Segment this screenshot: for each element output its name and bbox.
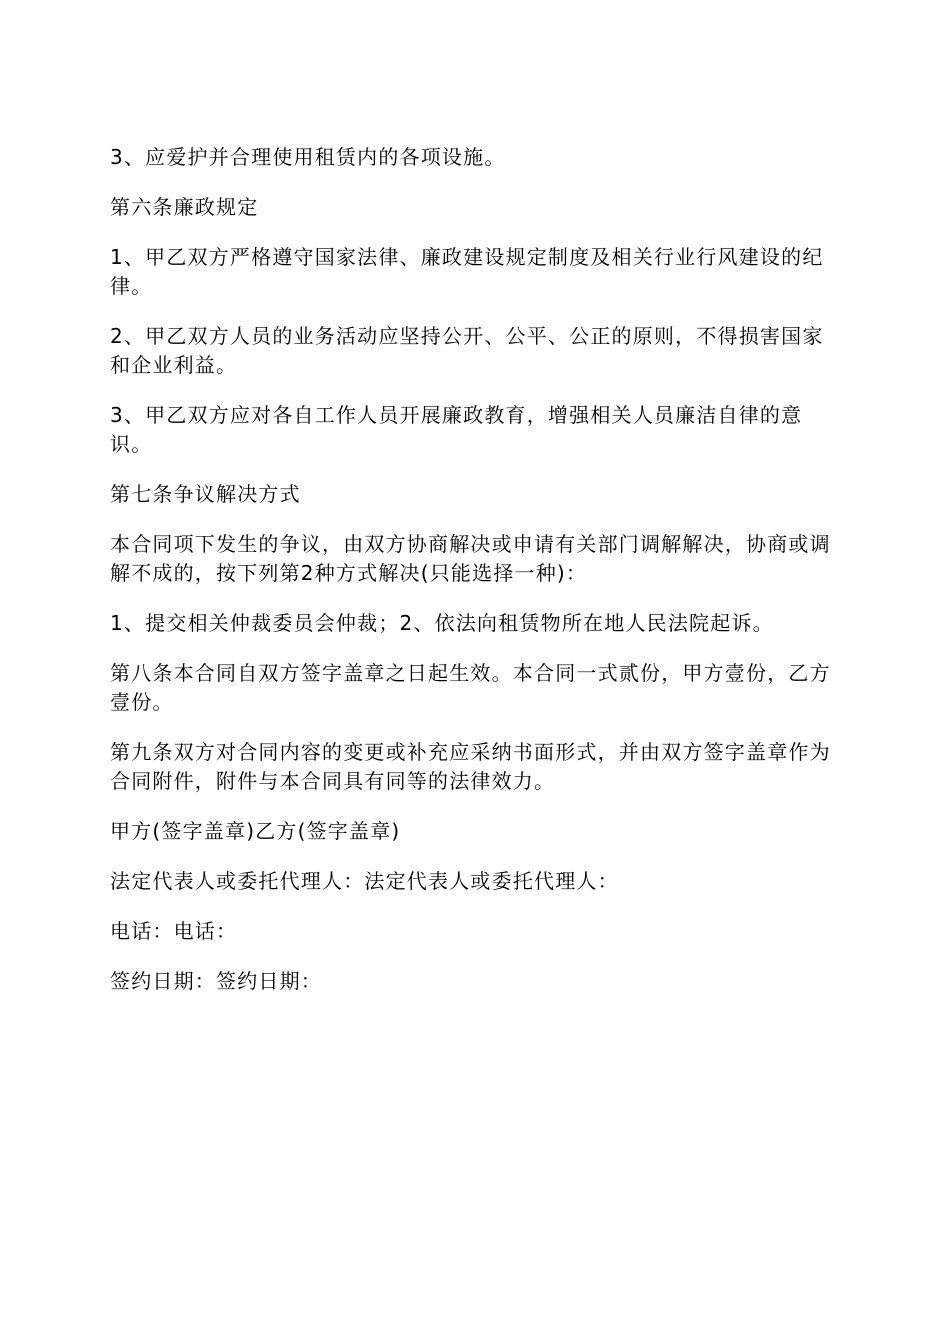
- article-9: 第九条双方对合同内容的变更或补充应采纳书面形式，并由双方签字盖章作为合同附件，附件与本合同具有同等的法律效力。: [110, 740, 831, 793]
- article-6-item-3: 3、甲乙双方应对各自工作人员开展廉政教育，增强相关人员廉洁自律的意识。: [110, 403, 803, 456]
- article-7-body: 本合同项下发生的争议，由双方协商解决或申请有关部门调解解决，协商或调解不成的，按下列第2种方式解决(只能选择一种)：: [110, 532, 831, 585]
- signing-date-fields: 签约日期：签约日期：: [110, 969, 322, 993]
- phone-fields: 电话：电话：: [110, 919, 238, 943]
- signature-parties: 甲方(签字盖章)乙方(签字盖章): [110, 819, 401, 843]
- article-6-item-2: 2、甲乙双方人员的业务活动应坚持公开、公平、公正的原则，不得损害国家和企业利益。: [110, 324, 824, 377]
- article-7-options: 1、提交相关仲裁委员会仲裁；2、依法向租赁物所在地人民法院起诉。: [110, 611, 774, 635]
- clause-5-item-3: 3、应爱护并合理使用租赁内的各项设施。: [110, 145, 506, 169]
- article-8: 第八条本合同自双方签字盖章之日起生效。本合同一式贰份，甲方壹份，乙方壹份。: [110, 661, 831, 714]
- document-page: [110, 143, 840, 1017]
- article-6-heading: 第六条廉政规定: [110, 195, 259, 219]
- article-7-heading: 第七条争议解决方式: [110, 482, 301, 506]
- article-6-item-1: 1、甲乙双方严格遵守国家法律、廉政建设规定制度及相关行业行风建设的纪律。: [110, 245, 824, 298]
- legal-representatives: 法定代表人或委托代理人：法定代表人或委托代理人：: [110, 869, 619, 893]
